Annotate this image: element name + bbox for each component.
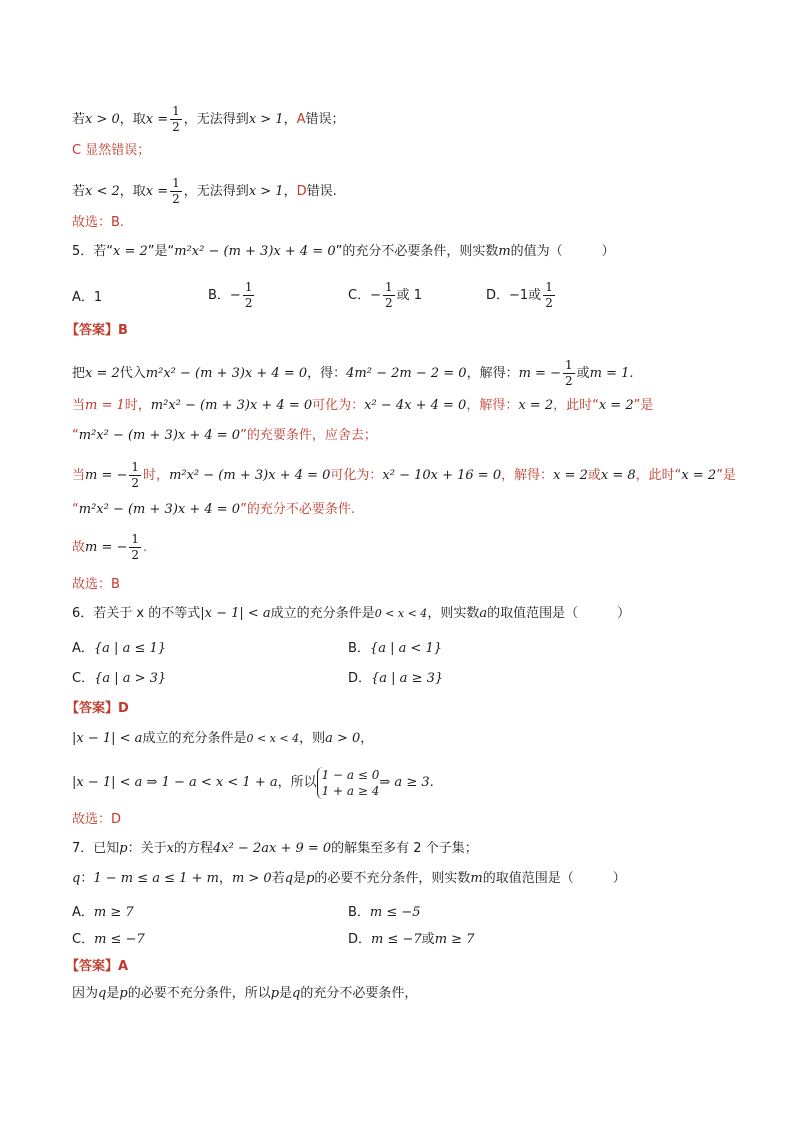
- option-letter: A: [296, 112, 306, 127]
- math: m ≥ 7: [434, 932, 475, 947]
- math: x = 2: [113, 244, 148, 259]
- q6-solution-2: [72, 765, 434, 801]
- text: ，: [283, 112, 297, 127]
- text: 是: [106, 986, 120, 1001]
- text: ：关于: [127, 841, 167, 856]
- q6-option-a: [72, 640, 166, 658]
- math: a: [479, 606, 488, 621]
- math: x = 2: [518, 398, 554, 413]
- text: ，解得：: [501, 468, 554, 483]
- q5-solution-1: [72, 358, 634, 389]
- q6-stem: [72, 605, 630, 623]
- q5-solution-4: [72, 460, 736, 491]
- text: .: [143, 540, 148, 555]
- math: p: [270, 986, 280, 1001]
- text: 若: [271, 871, 285, 886]
- text: ”是: [716, 468, 736, 483]
- math: q: [72, 871, 81, 886]
- inequality-system: [317, 767, 380, 799]
- text: 的必要不充分条件，所以: [127, 986, 271, 1001]
- math: x = 2: [85, 366, 120, 381]
- q5-solution-6: [72, 532, 147, 563]
- option-text: A．1: [72, 290, 103, 305]
- q6-option-c: [72, 670, 166, 688]
- option-label: C．: [72, 671, 95, 686]
- text: ，无法得到: [183, 184, 249, 199]
- text: 故选：: [72, 577, 112, 592]
- math: x =: [145, 184, 169, 199]
- q5-answer: [66, 322, 128, 340]
- text: ：: [80, 871, 94, 886]
- numerator: 1: [545, 280, 553, 294]
- q7-stem-2: [72, 870, 626, 888]
- option-label: D．: [348, 932, 372, 947]
- fraction: [563, 358, 575, 389]
- text: 若: [72, 184, 86, 199]
- text: 的取值范围是（ ）: [487, 606, 631, 621]
- denominator: 2: [172, 120, 180, 134]
- math: m: [470, 871, 483, 886]
- math: x > 1: [248, 112, 284, 127]
- math: q: [284, 871, 294, 886]
- text: “: [72, 428, 79, 443]
- option-letter: D: [296, 184, 307, 199]
- text: 的方程: [173, 841, 213, 856]
- text: 的解集至多有 2 个子集；: [331, 841, 478, 856]
- math: x = 8: [600, 468, 636, 483]
- math: x < 2: [85, 184, 120, 199]
- math: q: [292, 986, 301, 1001]
- numerator: 1: [172, 104, 180, 118]
- option-label: C．: [72, 932, 95, 947]
- text: 可化为：: [312, 398, 365, 413]
- text: ，此时“: [635, 468, 682, 483]
- fraction: [129, 460, 141, 491]
- q7-option-b: [348, 904, 421, 922]
- q7-option-a: [72, 904, 134, 922]
- q6-option-b: [348, 640, 442, 658]
- math: q: [98, 986, 107, 1001]
- math: m²x² − (m + 3)x + 4 = 0: [145, 366, 308, 381]
- fraction: [543, 280, 555, 311]
- text: 或: [421, 932, 435, 947]
- text: 错误.: [306, 184, 337, 199]
- math: |x − 1| < a ⇒ 1 − a < x < 1 + a: [72, 775, 278, 790]
- text: “: [72, 502, 79, 517]
- q6-solution-1: [72, 730, 373, 748]
- text: C 显然错误；: [72, 143, 151, 158]
- denominator: 2: [244, 296, 253, 310]
- math: 4m² − 2m − 2 = 0: [346, 366, 467, 381]
- math: m ≥ 7: [93, 905, 134, 920]
- denominator: 2: [384, 296, 393, 310]
- q7-solution-1: [72, 985, 417, 1003]
- math: m ≤ −7: [371, 932, 422, 947]
- text: 把: [72, 366, 86, 381]
- q6-option-d: [348, 670, 443, 688]
- numerator: 1: [131, 532, 140, 546]
- text: ，取: [119, 184, 146, 199]
- math: m > 0: [231, 871, 272, 886]
- line-case-a: [72, 104, 345, 135]
- math: m: [498, 244, 511, 259]
- q6-solution-3: [72, 811, 121, 829]
- text: 的必要不充分条件，则实数: [314, 871, 471, 886]
- q5-stem: [72, 243, 615, 261]
- q5-option-d: [486, 280, 557, 311]
- math: m = −: [85, 468, 128, 483]
- math: p: [306, 871, 315, 886]
- numerator: 1: [384, 280, 393, 294]
- fraction: [170, 176, 182, 207]
- text: 可化为：: [330, 468, 383, 483]
- text: ，: [218, 871, 232, 886]
- option-text: 或 1: [396, 288, 423, 303]
- math: m²x² − (m + 3)x + 4 = 0: [174, 244, 336, 259]
- text: 的取值范围是（ ）: [482, 871, 626, 886]
- math: 0 < x < 4: [246, 732, 300, 745]
- text: 成立的充分条件是: [142, 731, 247, 746]
- text: ”是: [633, 398, 654, 413]
- math: {a | a < 1}: [369, 641, 443, 656]
- text: 是: [279, 986, 293, 1001]
- text: ，: [360, 731, 374, 746]
- denominator: 2: [564, 374, 573, 388]
- denominator: 2: [172, 192, 180, 206]
- denominator: 2: [131, 476, 140, 490]
- math: |x − 1| < a: [72, 731, 143, 746]
- text: ”的充分不必要条件，则实数: [335, 244, 499, 259]
- option-text: B．−: [208, 288, 241, 303]
- q5-option-a: [72, 289, 102, 307]
- text: ，解得：: [466, 398, 519, 413]
- math: p: [119, 841, 128, 856]
- text: 代入: [119, 366, 146, 381]
- q5-option-c: [348, 280, 422, 311]
- math: x² − 10x + 16 = 0: [382, 468, 502, 483]
- line-case-c: [72, 142, 150, 160]
- text: ，得：: [307, 366, 347, 381]
- math: x = 2: [598, 398, 634, 413]
- numerator: 1: [172, 176, 180, 190]
- fraction: [129, 532, 141, 563]
- text: 的充分不必要条件，: [300, 986, 418, 1001]
- text: ，则: [299, 731, 326, 746]
- math: x =: [145, 112, 169, 127]
- math: m = 1: [85, 398, 125, 413]
- system-row: 1 − a ≤ 0: [321, 767, 380, 782]
- option-text: D．−1或: [486, 288, 542, 303]
- math: m = 1.: [589, 366, 634, 381]
- option-label: D．: [348, 671, 372, 686]
- math: |x − 1| < a: [200, 606, 271, 621]
- text: B: [111, 577, 120, 592]
- answer-label: 【答案】D: [66, 701, 129, 716]
- text: 的值为（ ）: [510, 244, 615, 259]
- math: {a | a ≤ 1}: [93, 641, 167, 656]
- text: 因为: [72, 986, 99, 1001]
- numerator: 1: [564, 358, 573, 372]
- option-text: C．−: [348, 288, 381, 303]
- math: x² − 4x + 4 = 0: [364, 398, 467, 413]
- text: 或: [576, 366, 590, 381]
- text: ”的充分不必要条件.: [240, 502, 355, 517]
- text: ，此时“: [553, 398, 599, 413]
- text: 5．若“: [72, 244, 114, 259]
- q5-solution-3: [72, 427, 377, 445]
- math: x > 0: [85, 112, 120, 127]
- numerator: 1: [244, 280, 253, 294]
- text: ”的充要条件，应舍去；: [240, 428, 377, 443]
- text: ，: [283, 184, 297, 199]
- text: 当: [72, 468, 86, 483]
- math: {a | a > 3}: [94, 671, 167, 686]
- text: 故选：: [72, 812, 112, 827]
- denominator: 2: [131, 548, 140, 562]
- math: 4x² − 2ax + 9 = 0: [212, 841, 332, 856]
- text: ，无法得到: [183, 112, 249, 127]
- math: m²x² − (m + 3)x + 4 = 0: [169, 468, 331, 483]
- math: x > 1: [248, 184, 284, 199]
- text: 时，: [124, 398, 151, 413]
- q5-solution-2: [72, 397, 653, 415]
- text: 当: [72, 398, 86, 413]
- text: 是: [293, 871, 307, 886]
- text: D: [111, 812, 122, 827]
- math: x: [166, 841, 174, 856]
- math: 1 − m ≤ a ≤ 1 + m: [93, 871, 219, 886]
- math: m ≤ −5: [369, 905, 421, 920]
- option-label: B．: [348, 905, 370, 920]
- fraction: [383, 280, 395, 311]
- option-label: A．: [72, 905, 94, 920]
- math: m ≤ −7: [94, 932, 145, 947]
- math: a > 0: [325, 731, 361, 746]
- q5-solution-7: [72, 576, 120, 594]
- line-choice: [72, 214, 124, 232]
- text: B.: [111, 215, 125, 230]
- math: x = 2: [553, 468, 588, 483]
- text: 若: [72, 112, 86, 127]
- math: 0 < x < 4: [374, 607, 428, 620]
- text: 错误；: [305, 112, 345, 127]
- q7-option-c: [72, 931, 145, 949]
- math: p: [119, 986, 128, 1001]
- text: ”是“: [147, 244, 175, 259]
- q5-solution-5: [72, 501, 355, 519]
- text: 故选：: [72, 215, 112, 230]
- text: 6．若关于 x 的不等式: [72, 606, 201, 621]
- fraction: [243, 280, 255, 311]
- option-label: A．: [72, 641, 94, 656]
- denominator: 2: [545, 296, 553, 310]
- q5-option-b: [208, 280, 256, 311]
- math: m²x² − (m + 3)x + 4 = 0: [150, 398, 313, 413]
- text: 或: [587, 468, 601, 483]
- text: ，解得：: [466, 366, 519, 381]
- math: m = −: [85, 540, 128, 555]
- math: x = 2: [681, 468, 717, 483]
- text: ，取: [119, 112, 146, 127]
- q7-option-d: [348, 931, 474, 949]
- q7-stem: [72, 840, 478, 858]
- text: ，所以: [277, 775, 317, 790]
- math: m²x² − (m + 3)x + 4 = 0: [78, 502, 241, 517]
- q7-answer: [66, 958, 128, 976]
- text: 时，: [143, 468, 170, 483]
- answer-label: 【答案】B: [66, 323, 128, 338]
- numerator: 1: [131, 460, 140, 474]
- answer-label: 【答案】A: [66, 959, 129, 974]
- fraction: [170, 104, 182, 135]
- math: {a | a ≥ 3}: [371, 671, 444, 686]
- text: 成立的充分条件是: [270, 606, 375, 621]
- text: 7．已知: [72, 841, 120, 856]
- math: m = −: [518, 366, 561, 381]
- text: 故: [72, 540, 86, 555]
- system-row: 1 + a ≥ 4: [321, 783, 380, 798]
- text: ，则实数: [427, 606, 480, 621]
- line-case-d: [72, 176, 337, 207]
- math: ⇒ a ≥ 3.: [379, 775, 434, 790]
- option-label: B．: [348, 641, 370, 656]
- math: m²x² − (m + 3)x + 4 = 0: [78, 428, 241, 443]
- q6-answer: [66, 700, 129, 718]
